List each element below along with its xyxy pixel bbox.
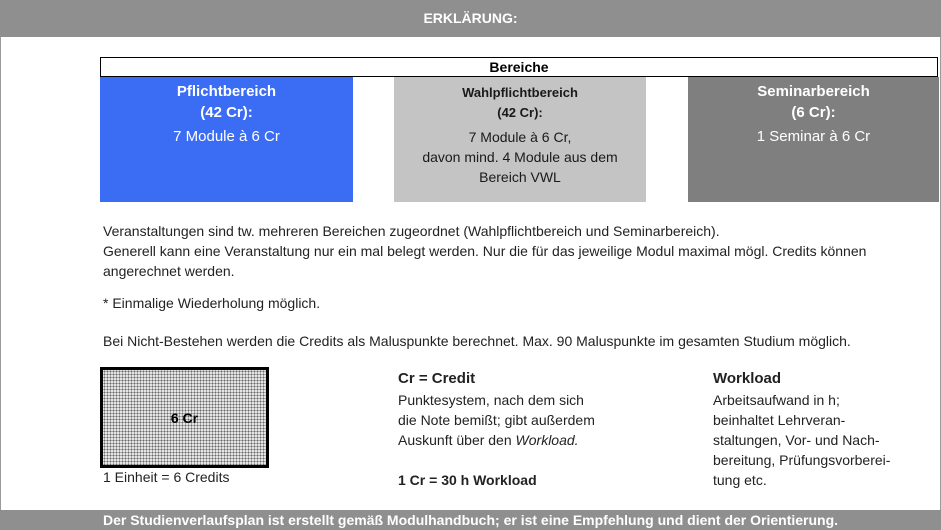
credit-unit-label: 6 Cr [170, 409, 199, 426]
wahlpflichtbereich-credits: (42 Cr): [497, 105, 543, 120]
credit-unit-box [100, 367, 269, 468]
seminarbereich-desc: 1 Seminar à 6 Cr [756, 128, 871, 145]
wahlpflichtbereich-desc-3: Bereich VWL [479, 169, 561, 185]
note-line-3: angerechnet werden. [103, 263, 235, 279]
credit-definition [398, 368, 595, 490]
malus-note: Bei Nicht-Bestehen werden die Credits als Maluspunkte berechnet. Max. 90 Maluspunkte im gesamten Studium möglich. [103, 333, 851, 349]
wahlpflichtbereich-desc-1: 7 Module à 6 Cr, [468, 129, 572, 145]
pflichtbereich-desc: 7 Module à 6 Cr [173, 128, 280, 145]
credit-definition-title: Cr = Credit [398, 370, 476, 387]
seminarbereich-title: Seminarbereich [757, 83, 870, 100]
workload-definition [713, 368, 890, 490]
note-line-1: Veranstaltungen sind tw. mehreren Bereichen zugeordnet (Wahlpflichtbereich und Seminarbereich). [103, 223, 720, 239]
workload-definition-line-3: staltungen, Vor- und Nach- [713, 432, 880, 448]
pflichtbereich-credits: (42 Cr): [200, 104, 253, 121]
credit-definition-line-3a: Auskunft über den [398, 432, 516, 448]
workload-definition-line-1: Arbeitsaufwand in h; [713, 392, 840, 408]
credit-unit-caption: 1 Einheit = 6 Credits [103, 469, 230, 485]
credit-definition-line-3c: . [574, 432, 579, 448]
credit-definition-workload-term: Workload [515, 432, 575, 448]
wahlpflichtbereich-desc-2: davon mind. 4 Module aus dem [422, 149, 618, 165]
workload-definition-line-4: bereitung, Prüfungsvorberei- [713, 452, 891, 468]
pflichtbereich-box [100, 77, 353, 202]
seminarbereich-credits: (6 Cr): [791, 104, 836, 121]
workload-definition-line-2: beinhaltet Lehrveran- [713, 412, 846, 428]
credit-definition-line-1: Punktesystem, nach dem sich [398, 392, 584, 408]
bereiche-label: Bereiche [100, 57, 938, 77]
wahlpflichtbereich-box [394, 77, 646, 202]
seminarbereich-box [688, 77, 939, 202]
note-line-2: Generell kann eine Veranstaltung nur ein mal belegt werden. Nur die für das jeweilige Modul maximal mögl. Credits können [103, 243, 867, 259]
pflichtbereich-title: Pflichtbereich [176, 83, 277, 100]
workload-definition-line-5: tung etc. [713, 472, 767, 488]
header-title: ERKLÄRUNG: [0, 0, 941, 37]
credit-formula: 1 Cr = 30 h Workload [398, 472, 537, 488]
notes-block [103, 221, 933, 281]
wiederholung-note: * Einmalige Wiederholung möglich. [103, 295, 321, 311]
credit-definition-line-2: die Note bemißt; gibt außerdem [398, 412, 595, 428]
workload-definition-title: Workload [713, 370, 782, 387]
credit-definition-line-3 [398, 430, 595, 450]
footer-note: Der Studienverlaufsplan ist erstellt gemäß Modulhandbuch; er ist eine Empfehlung und dient der Orientierung. [0, 510, 941, 530]
wahlpflichtbereich-title: Wahlpflichtbereich [462, 85, 578, 100]
